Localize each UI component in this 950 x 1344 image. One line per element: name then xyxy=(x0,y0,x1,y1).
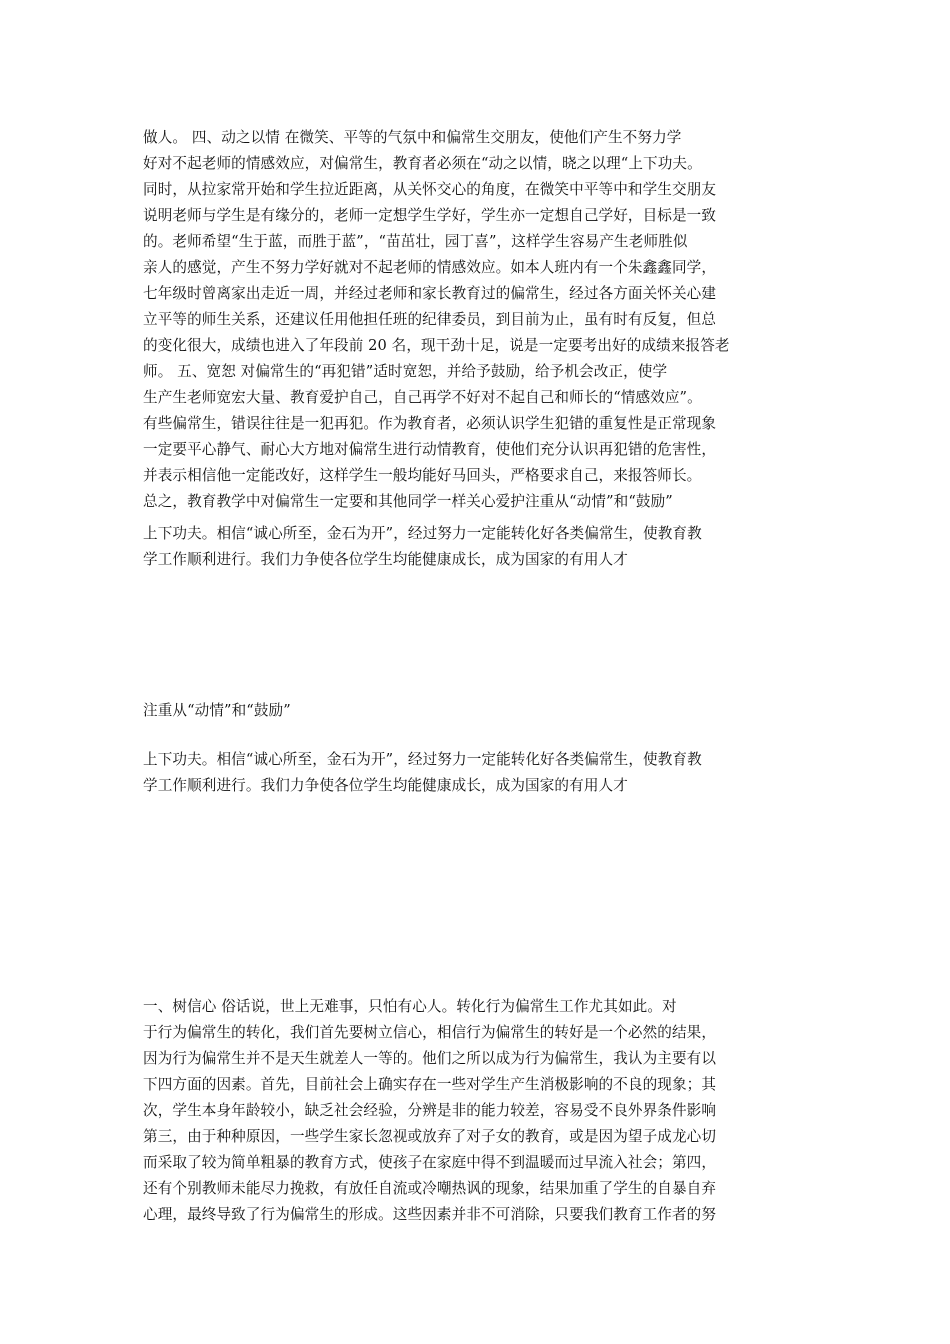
text-line: 好对不起老师的情感效应，对偏常生，教育者必须在“动之以情，晓之以理“上下功夫。 xyxy=(143,155,702,172)
text-line: 亲人的感觉，产生不努力学好就对不起老师的情感效应。如本人班内有一个朱鑫鑫同学， xyxy=(143,259,717,276)
text-line: 学工作顺利进行。我们力争使各位学生均能健康成长，成为国家的有用人才 xyxy=(143,777,628,794)
paragraph-conclusion xyxy=(143,521,808,573)
text-line: 注重从“动情”和“鼓励” xyxy=(143,702,291,719)
text-line: 做人。 四、动之以情 在微笑、平等的气氛中和偏常生交朋友，使他们产生不努力学 xyxy=(143,129,682,146)
text-line: 同时，从拉家常开始和学生拉近距离，从关怀交心的角度，在微笑中平等中和学生交朋友 xyxy=(143,181,717,198)
text-line: 一定要平心静气、耐心大方地对偏常生进行动情教育，使他们充分认识再犯错的危害性， xyxy=(143,441,717,458)
paragraph-moving-and-forgiveness xyxy=(143,125,808,515)
text-line: 立平等的师生关系，还建议任用他担任班的纪律委员，到目前为止，虽有时有反复，但总 xyxy=(143,311,717,328)
paragraph-build-confidence xyxy=(143,994,808,1228)
text-line: 第三，由于种种原因，一些学生家长忽视或放弃了对子女的教育，或是因为望子成龙心切 xyxy=(143,1128,717,1145)
text-line: 上下功夫。相信“诚心所至，金石为开”，经过努力一定能转化好各类偏常生，使教育教 xyxy=(143,525,702,542)
text-line: 说明老师与学生是有缘分的，老师一定想学生学好，学生亦一定想自己学好，目标是一致 xyxy=(143,207,717,224)
text-line: 上下功夫。相信“诚心所至，金石为开”，经过努力一定能转化好各类偏常生，使教育教 xyxy=(143,751,702,768)
text-line: 还有个别教师未能尽力挽救，有放任自流或冷嘲热讽的现象，结果加重了学生的自暴自弃 xyxy=(143,1180,717,1197)
text-line: 有些偏常生，错误往往是一犯再犯。作为教育者，必须认识学生犯错的重复性是正常现象 xyxy=(143,415,717,432)
paragraph-conclusion-repeat xyxy=(143,747,808,799)
text-line: 学工作顺利进行。我们力争使各位学生均能健康成长，成为国家的有用人才 xyxy=(143,551,628,568)
text-line: 次，学生本身年龄较小，缺乏社会经验，分辨是非的能力较差，容易受不良外界条件影响 xyxy=(143,1102,717,1119)
text-line: 而采取了较为简单粗暴的教育方式，使孩子在家庭中得不到温暖而过早流入社会；第四， xyxy=(143,1154,717,1171)
text-line: 并表示相信他一定能改好，这样学生一般均能好马回头，严格要求自己，来报答师长。 xyxy=(143,467,702,484)
paragraph-emphasis xyxy=(143,698,808,724)
text-line: 的变化很大，成绩也进入了年段前 20 名，现干劲十足，说是一定要考出好的成绩来报答老 xyxy=(143,337,730,354)
text-line: 师。 五、宽恕 对偏常生的“再犯错”适时宽恕，并给予鼓励，给予机会改正，使学 xyxy=(143,363,668,380)
text-line: 于行为偏常生的转化，我们首先要树立信心，相信行为偏常生的转好是一个必然的结果， xyxy=(143,1024,717,1041)
text-line: 因为行为偏常生并不是天生就差人一等的。他们之所以成为行为偏常生，我认为主要有以 xyxy=(143,1050,717,1067)
text-line: 生产生老师宽宏大量、教育爱护自己，自己再学不好对不起自己和师长的“情感效应”。 xyxy=(143,389,702,406)
text-line: 心理，最终导致了行为偏常生的形成。这些因素并非不可消除，只要我们教育工作者的努 xyxy=(143,1206,717,1223)
text-line: 一、树信心 俗话说，世上无难事，只怕有心人。转化行为偏常生工作尤其如此。对 xyxy=(143,998,677,1015)
text-line: 总之，教育教学中对偏常生一定要和其他同学一样关心爱护注重从“动情”和“鼓励” xyxy=(143,493,673,510)
text-line: 下四方面的因素。首先，目前社会上确实存在一些对学生产生消极影响的不良的现象；其 xyxy=(143,1076,717,1093)
text-line: 的。老师希望“生于蓝，而胜于蓝”，“苗茁壮，园丁喜”，这样学生容易产生老师胜似 xyxy=(143,233,688,250)
text-line: 七年级时曾离家出走近一周，并经过老师和家长教育过的偏常生，经过各方面关怀关心建 xyxy=(143,285,717,302)
